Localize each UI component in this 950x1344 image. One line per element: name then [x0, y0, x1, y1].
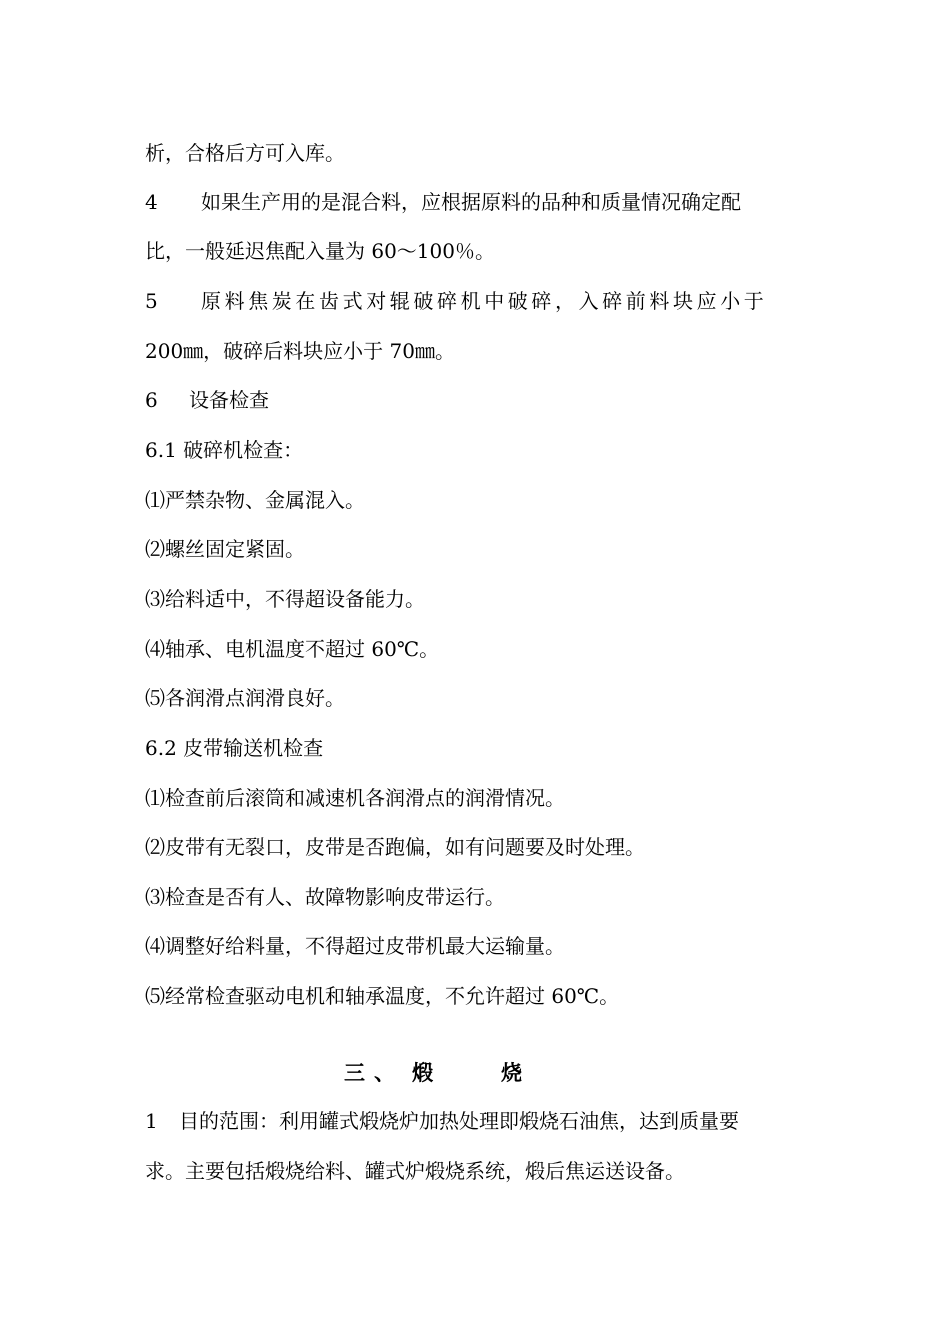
subsection-title: 6.2 皮带输送机检查 [145, 736, 324, 760]
item-number: 6 [145, 388, 158, 412]
list-item: ⑶检查是否有人、故障物影响皮带运行。 [145, 885, 505, 909]
list-item: ⑷轴承、电机温度不超过 60℃。 [145, 637, 440, 661]
section-title [145, 388, 269, 412]
paragraph-line [145, 1109, 739, 1133]
subsection-title: 6.1 破碎机检查： [145, 438, 304, 462]
list-item: ⑶给料适中，不得超设备能力。 [145, 587, 425, 611]
paragraph-line: 求。主要包括煅烧给料、罐式炉煅烧系统，煅后焦运送设备。 [145, 1159, 685, 1183]
paragraph-line: 比，一般延迟焦配入量为 60～100％。 [145, 239, 495, 263]
item-text: 设备检查 [189, 388, 269, 412]
heading-part: 三 [344, 1060, 365, 1085]
list-item: ⑸各润滑点润滑良好。 [145, 686, 345, 710]
heading-part: 煅 [412, 1060, 433, 1085]
list-item: ⑴检查前后滚筒和减速机各润滑点的润滑情况。 [145, 786, 565, 810]
list-item: ⑵螺丝固定紧固。 [145, 537, 305, 561]
item-text: 原料焦炭在齿式对辊破碎机中破碎，入碎前料块应小于 [201, 289, 768, 313]
list-item: ⑷调整好给料量，不得超过皮带机最大运输量。 [145, 934, 565, 958]
item-number: 4 [145, 190, 158, 214]
item-text: 如果生产用的是混合料，应根据原料的品种和质量情况确定配 [201, 190, 741, 214]
list-item: ⑴严禁杂物、金属混入。 [145, 488, 365, 512]
paragraph-line [145, 190, 741, 214]
item-number: 5 [145, 289, 158, 313]
heading-part: 烧 [501, 1060, 522, 1085]
item-text: 目的范围：利用罐式煅烧炉加热处理即煅烧石油焦，达到质量要 [179, 1109, 739, 1133]
heading-part: 、 [374, 1060, 395, 1085]
paragraph-line: 析，合格后方可入库。 [145, 141, 345, 165]
item-number: 1 [145, 1109, 158, 1133]
paragraph-line: 200㎜，破碎后料块应小于 70㎜。 [145, 339, 455, 363]
list-item: ⑵皮带有无裂口，皮带是否跑偏，如有问题要及时处理。 [145, 835, 645, 859]
paragraph-line [145, 289, 767, 313]
list-item: ⑸经常检查驱动电机和轴承温度，不允许超过 60℃。 [145, 984, 620, 1008]
